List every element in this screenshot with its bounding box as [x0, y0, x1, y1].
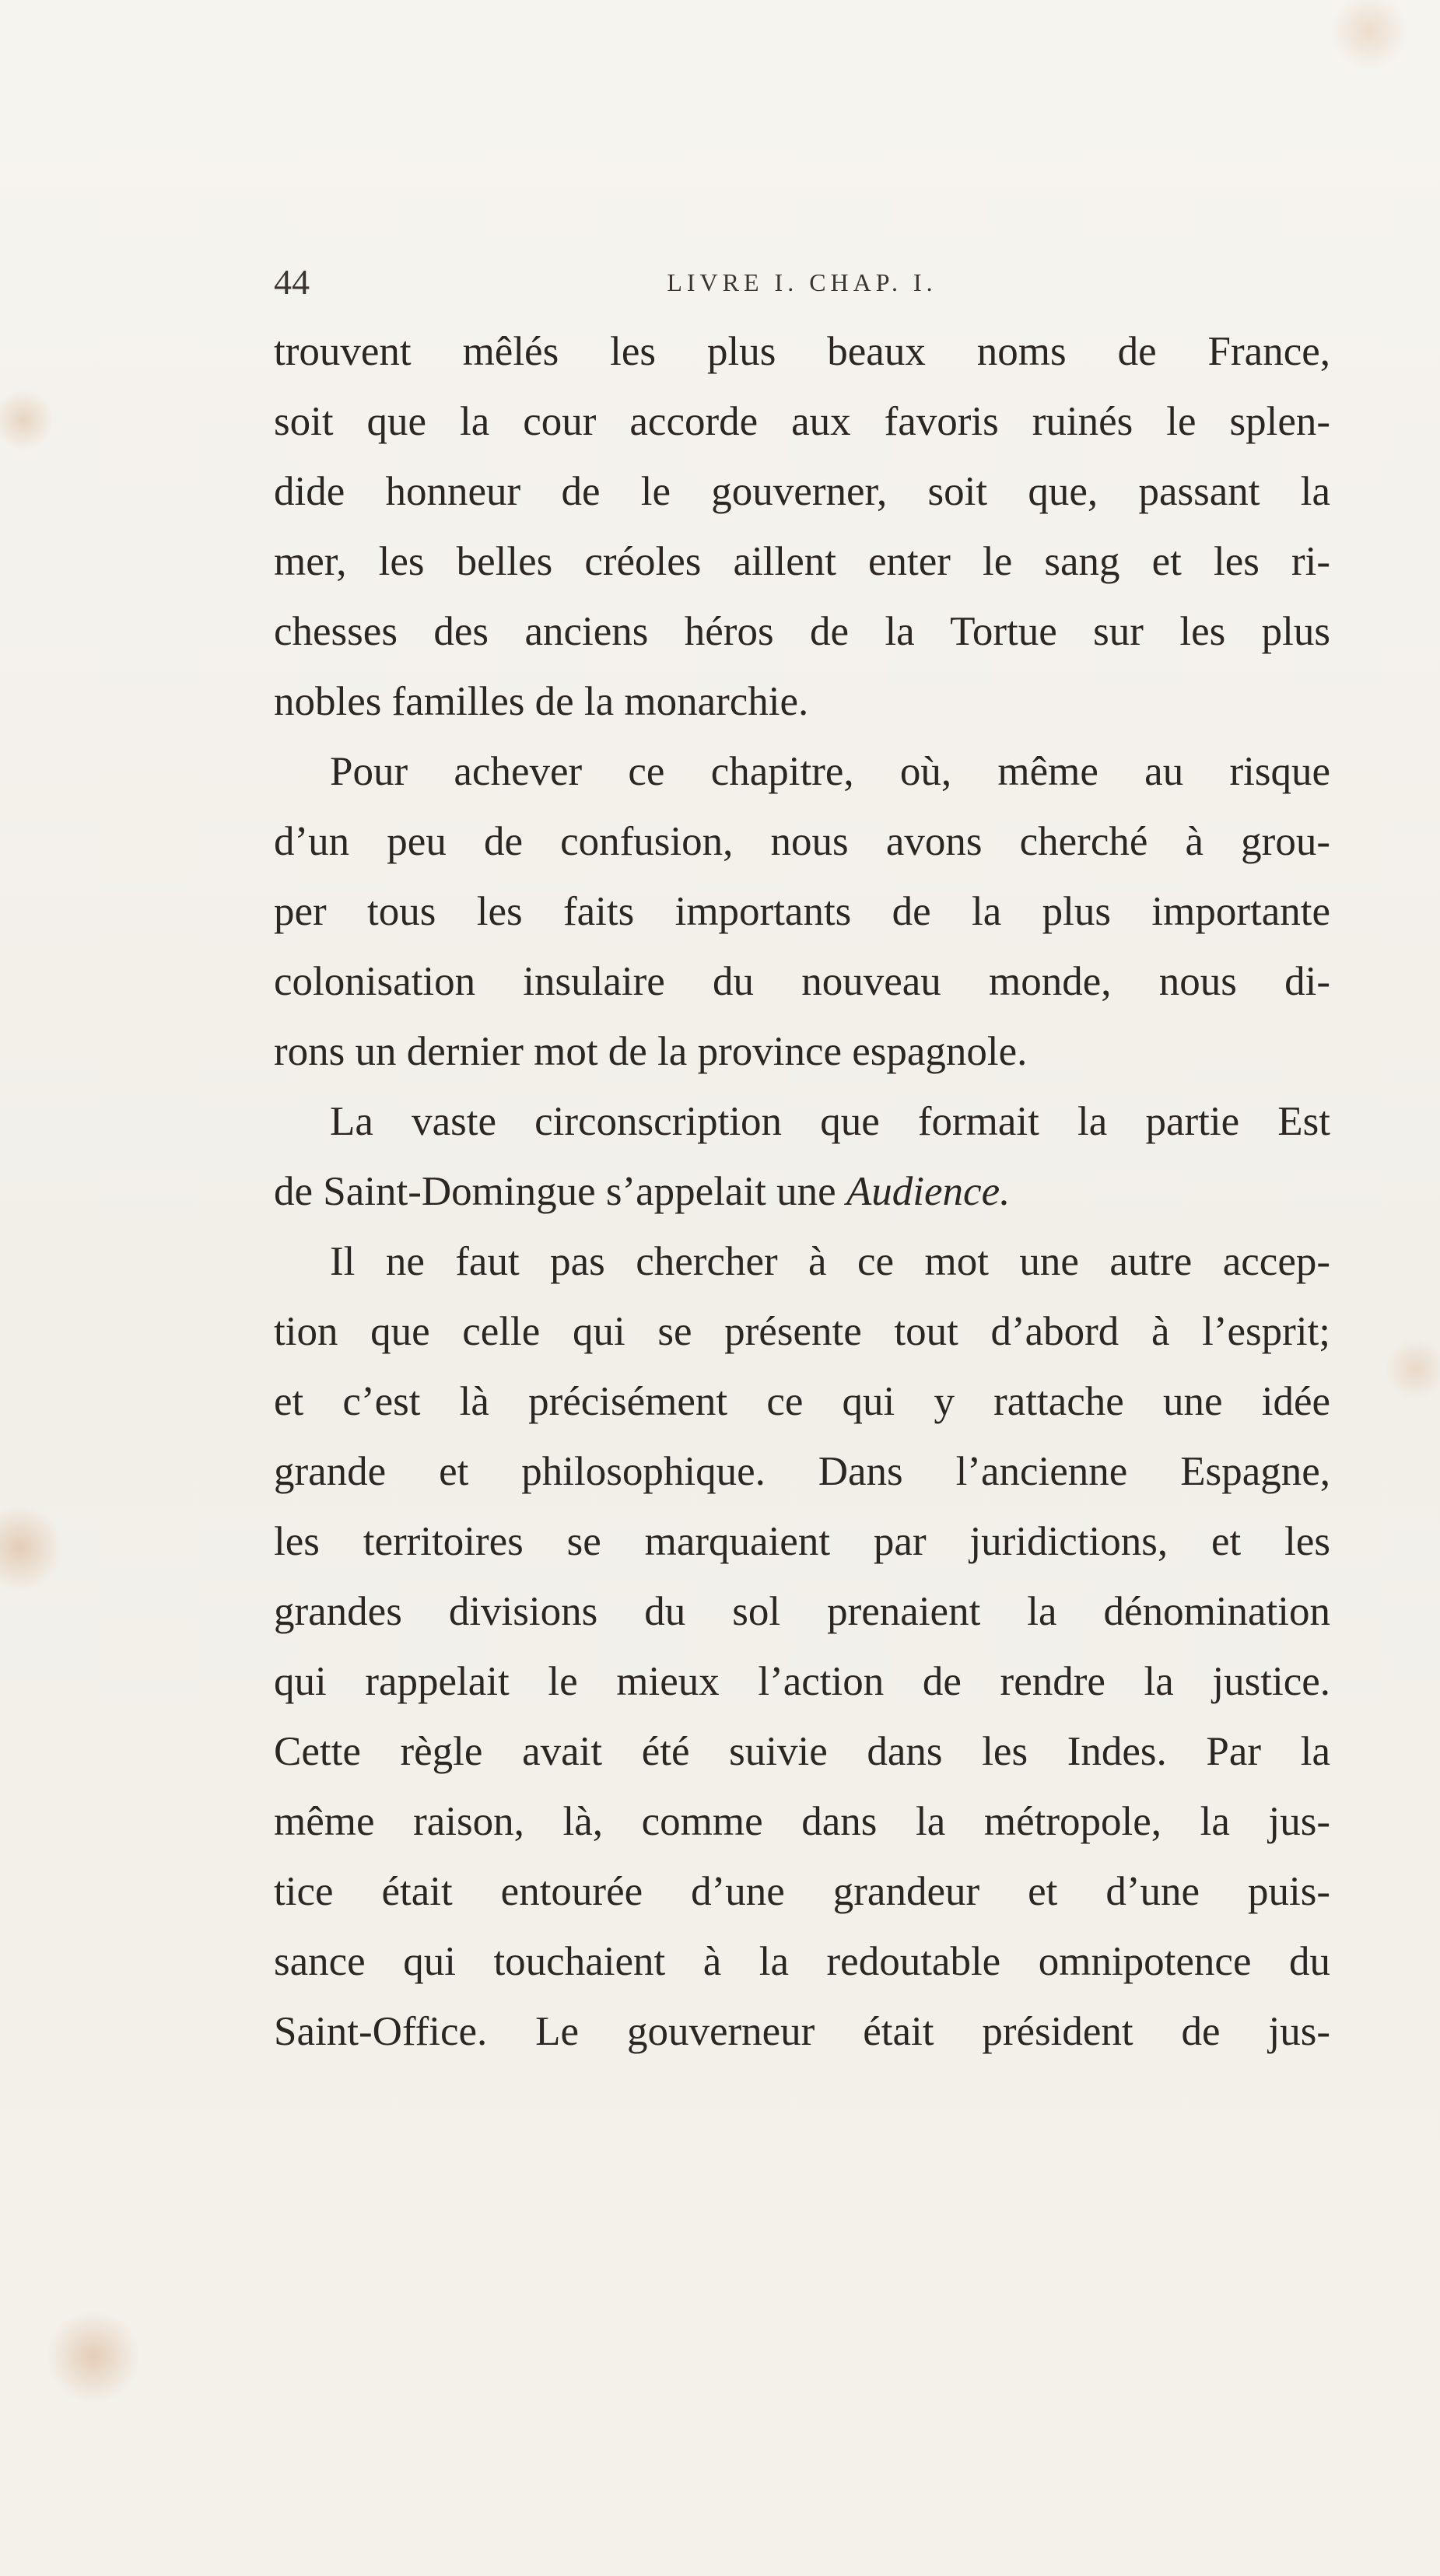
text-line-with-italic [274, 1157, 1330, 1227]
text-line: mer, les belles créoles aillent enter le sang et les ri- [274, 539, 1330, 584]
page-number: 44 [274, 262, 310, 302]
text-line: Pour achever ce chapitre, où, même au risque [330, 749, 1330, 794]
text-line: colonisation insulaire du nouveau monde, nous di- [274, 959, 1330, 1004]
text-line: dide honneur de le gouverner, soit que, passant la [274, 469, 1330, 514]
text-line: grande et philosophique. Dans l’ancienne Espagne, [274, 1449, 1330, 1494]
text-line: La vaste circonscription que formait la partie Est [330, 1099, 1330, 1144]
running-head [274, 259, 1330, 306]
text-line: nobles familles de la monarchie. [274, 679, 809, 724]
text-line: tion que celle qui se présente tout d’abord à l’esprit; [274, 1309, 1330, 1354]
text-line: chesses des anciens héros de la Tortue sur les plus [274, 609, 1330, 654]
text-line: les territoires se marquaient par juridictions, et les [274, 1519, 1330, 1564]
body-text [274, 317, 1330, 2067]
text-line: tice était entourée d’une grandeur et d’une puis- [274, 1869, 1330, 1914]
text-line: et c’est là précisément ce qui y rattache une idée [274, 1379, 1330, 1424]
text-line: soit que la cour accorde aux favoris ruinés le splen- [274, 399, 1330, 444]
text-line: même raison, là, comme dans la métropole, la jus- [274, 1799, 1330, 1844]
text-line: Cette règle avait été suivie dans les Indes. Par la [274, 1729, 1330, 1774]
text-line: grandes divisions du sol prenaient la dénomination [274, 1589, 1330, 1634]
text-line-start: de Saint-Domingue s’appelait une [274, 1169, 846, 1214]
chapter-heading: LIVRE I. CHAP. I. [667, 268, 937, 296]
text-line: trouvent mêlés les plus beaux noms de France, [274, 329, 1330, 374]
text-line: rons un dernier mot de la province espagnole. [274, 1029, 1028, 1074]
text-line: Saint-Office. Le gouverneur était président de jus- [274, 2009, 1330, 2054]
text-line: sance qui touchaient à la redoutable omnipotence du [274, 1939, 1330, 1984]
text-line: qui rappelait le mieux l’action de rendre la justice. [274, 1659, 1330, 1704]
italic-term: Audience. [846, 1169, 1011, 1214]
text-line: per tous les faits importants de la plus importante [274, 889, 1330, 934]
text-line: d’un peu de confusion, nous avons cherché à grou- [274, 819, 1330, 864]
text-line: Il ne faut pas chercher à ce mot une autre accep- [330, 1239, 1330, 1284]
